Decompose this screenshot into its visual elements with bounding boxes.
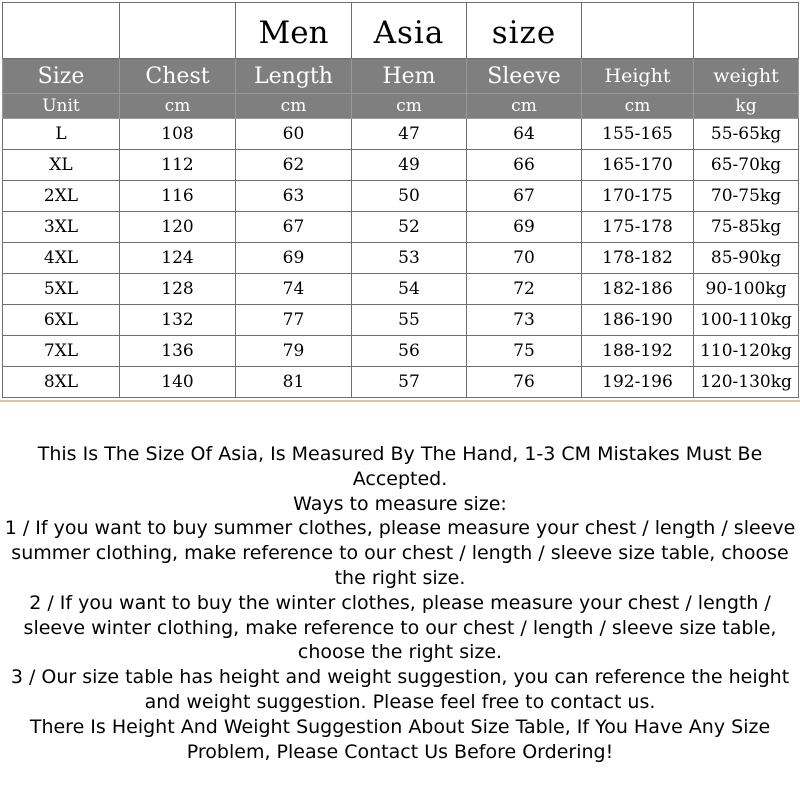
cell-size: 4XL bbox=[3, 243, 120, 274]
cell-length: 81 bbox=[236, 367, 352, 398]
title-empty-cell bbox=[694, 3, 799, 59]
cell-size: XL bbox=[3, 150, 120, 181]
unit-sleeve: cm bbox=[467, 94, 582, 119]
cell-chest: 124 bbox=[120, 243, 236, 274]
section-divider bbox=[0, 400, 800, 402]
table-row bbox=[3, 274, 799, 305]
cell-sleeve: 66 bbox=[467, 150, 582, 181]
header-weight: weight bbox=[694, 59, 799, 94]
table-row bbox=[3, 305, 799, 336]
measurement-notes bbox=[0, 442, 800, 764]
note-contact: There Is Height And Weight Suggestion About Size Table, If You Have Any Size Problem, Please Contact Us Before Ordering! bbox=[29, 715, 771, 763]
cell-sleeve: 72 bbox=[467, 274, 582, 305]
cell-size: 2XL bbox=[3, 181, 120, 212]
cell-weight: 65-70kg bbox=[694, 150, 799, 181]
note-winter: 2 / If you want to buy the winter clothes, please measure your chest / length / sleeve winter clothing, make reference to our chest / length / sleeve size table, choose the right size. bbox=[23, 591, 777, 664]
unit-weight: kg bbox=[694, 94, 799, 119]
cell-hem: 54 bbox=[352, 274, 467, 305]
cell-height: 170-175 bbox=[582, 181, 694, 212]
table-row bbox=[3, 243, 799, 274]
table-row bbox=[3, 119, 799, 150]
table-row bbox=[3, 181, 799, 212]
cell-size: 6XL bbox=[3, 305, 120, 336]
cell-length: 79 bbox=[236, 336, 352, 367]
cell-weight: 70-75kg bbox=[694, 181, 799, 212]
cell-hem: 47 bbox=[352, 119, 467, 150]
cell-hem: 49 bbox=[352, 150, 467, 181]
cell-chest: 120 bbox=[120, 212, 236, 243]
cell-height: 192-196 bbox=[582, 367, 694, 398]
table-row bbox=[3, 150, 799, 181]
cell-sleeve: 69 bbox=[467, 212, 582, 243]
cell-weight: 85-90kg bbox=[694, 243, 799, 274]
cell-length: 69 bbox=[236, 243, 352, 274]
unit-chest: cm bbox=[120, 94, 236, 119]
cell-hem: 53 bbox=[352, 243, 467, 274]
unit-length: cm bbox=[236, 94, 352, 119]
header-length: Length bbox=[236, 59, 352, 94]
cell-length: 63 bbox=[236, 181, 352, 212]
unit-label: Unit bbox=[3, 94, 120, 119]
table-unit-row bbox=[3, 94, 799, 119]
cell-weight: 75-85kg bbox=[694, 212, 799, 243]
cell-sleeve: 64 bbox=[467, 119, 582, 150]
cell-hem: 50 bbox=[352, 181, 467, 212]
note-summer: 1 / If you want to buy summer clothes, please measure your chest / length / sleeve summer clothing, make reference to our chest / length / sleeve size table, choose the right size. bbox=[4, 517, 796, 589]
cell-chest: 116 bbox=[120, 181, 236, 212]
header-height: Height bbox=[582, 59, 694, 94]
cell-chest: 108 bbox=[120, 119, 236, 150]
cell-height: 155-165 bbox=[582, 119, 694, 150]
cell-sleeve: 70 bbox=[467, 243, 582, 274]
note-accuracy: This Is The Size Of Asia, Is Measured By The Hand, 1-3 CM Mistakes Must Be Accepted. bbox=[37, 443, 763, 490]
table-row bbox=[3, 212, 799, 243]
title-empty-cell bbox=[120, 3, 236, 59]
size-table bbox=[2, 2, 799, 398]
header-hem: Hem bbox=[352, 59, 467, 94]
cell-weight: 55-65kg bbox=[694, 119, 799, 150]
cell-sleeve: 67 bbox=[467, 181, 582, 212]
cell-height: 188-192 bbox=[582, 336, 694, 367]
cell-chest: 140 bbox=[120, 367, 236, 398]
cell-hem: 55 bbox=[352, 305, 467, 336]
table-title-row bbox=[3, 3, 799, 59]
title-empty-cell bbox=[3, 3, 120, 59]
title-men: Men bbox=[236, 3, 352, 59]
cell-length: 67 bbox=[236, 212, 352, 243]
cell-chest: 132 bbox=[120, 305, 236, 336]
cell-size: 7XL bbox=[3, 336, 120, 367]
cell-hem: 56 bbox=[352, 336, 467, 367]
cell-length: 60 bbox=[236, 119, 352, 150]
cell-size: 3XL bbox=[3, 212, 120, 243]
cell-size: L bbox=[3, 119, 120, 150]
header-chest: Chest bbox=[120, 59, 236, 94]
table-row bbox=[3, 336, 799, 367]
table-header-row bbox=[3, 59, 799, 94]
cell-length: 77 bbox=[236, 305, 352, 336]
cell-height: 178-182 bbox=[582, 243, 694, 274]
cell-weight: 90-100kg bbox=[694, 274, 799, 305]
cell-chest: 128 bbox=[120, 274, 236, 305]
header-size: Size bbox=[3, 59, 120, 94]
cell-weight: 100-110kg bbox=[694, 305, 799, 336]
cell-sleeve: 75 bbox=[467, 336, 582, 367]
note-ways-heading: Ways to measure size: bbox=[293, 492, 507, 515]
note-height-weight: 3 / Our size table has height and weight suggestion, you can reference the height and weight suggestion. Please feel free to contact us. bbox=[10, 666, 790, 713]
header-sleeve: Sleeve bbox=[467, 59, 582, 94]
cell-hem: 57 bbox=[352, 367, 467, 398]
cell-size: 8XL bbox=[3, 367, 120, 398]
cell-weight: 110-120kg bbox=[694, 336, 799, 367]
cell-hem: 52 bbox=[352, 212, 467, 243]
cell-height: 165-170 bbox=[582, 150, 694, 181]
unit-hem: cm bbox=[352, 94, 467, 119]
cell-chest: 136 bbox=[120, 336, 236, 367]
cell-height: 175-178 bbox=[582, 212, 694, 243]
cell-height: 186-190 bbox=[582, 305, 694, 336]
title-asia: Asia bbox=[352, 3, 467, 59]
unit-height: cm bbox=[582, 94, 694, 119]
cell-size: 5XL bbox=[3, 274, 120, 305]
cell-length: 62 bbox=[236, 150, 352, 181]
cell-sleeve: 76 bbox=[467, 367, 582, 398]
table-row bbox=[3, 367, 799, 398]
cell-sleeve: 73 bbox=[467, 305, 582, 336]
title-size: size bbox=[467, 3, 582, 59]
cell-weight: 120-130kg bbox=[694, 367, 799, 398]
title-empty-cell bbox=[582, 3, 694, 59]
cell-height: 182-186 bbox=[582, 274, 694, 305]
cell-chest: 112 bbox=[120, 150, 236, 181]
cell-length: 74 bbox=[236, 274, 352, 305]
